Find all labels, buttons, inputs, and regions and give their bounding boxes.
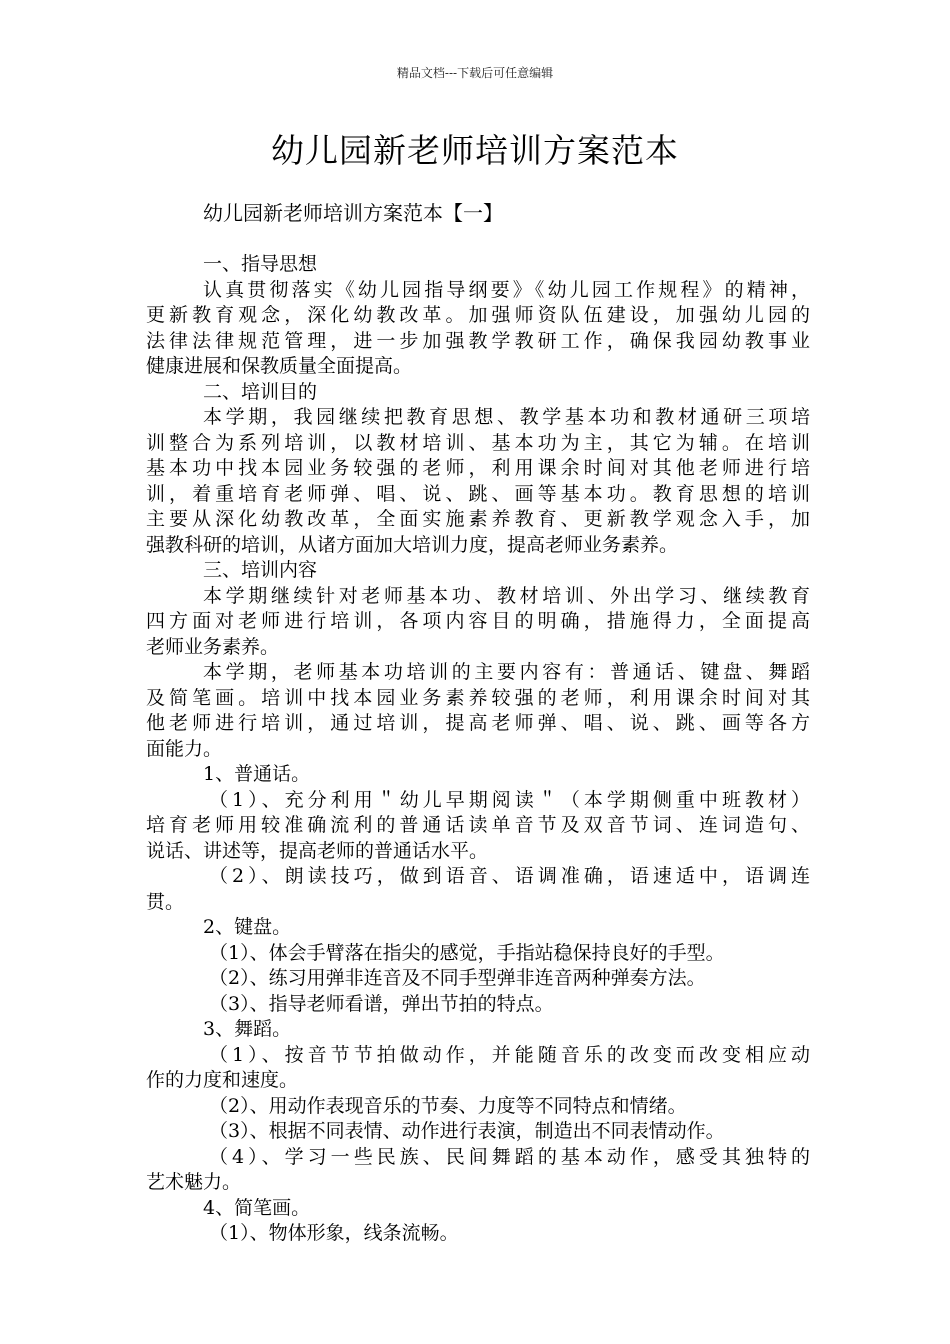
paragraph-line: 他老师进行培训，通过培训，提高老师弹、唱、说、跳、画等各方 [146,712,810,734]
list-item-line: （2）、练习用弹非连音及不同手型弹非连音两种弹奏方法。 [209,967,706,989]
heading-training-purpose: 二、培训目的 [203,380,318,403]
paragraph-line: 主要从深化幼教改革，全面实施素养教育、更新教学观念入手，加 [146,508,810,530]
list-item-line: （2）、用动作表现音乐的节奏、力度等不同特点和情绪。 [209,1094,687,1117]
item-heading-mandarin: 1、普通话。 [203,763,311,785]
list-item-line: （1）、体会手臂落在指尖的感觉，手指站稳保持良好的手型。 [209,941,725,964]
list-item-line: 作的力度和速度。 [146,1069,299,1091]
body-text [146,252,810,1247]
list-item-line: 培育老师用较准确流利的普通话读单音节及双音节词、连词造句、 [146,814,810,836]
heading-training-content: 三、培训内容 [203,559,318,581]
heading-guiding-ideology: 一、指导思想 [203,253,318,275]
list-item-line: （3）、根据不同表情、动作进行表演，制造出不同表情动作。 [209,1120,725,1142]
paragraph-line: 强教科研的培训，从诸方面加大培训力度，提高老师业务素养。 [146,533,679,556]
paragraph-line: 老师业务素养。 [146,635,280,658]
paragraph-line: 四方面对老师进行培训，各项内容目的明确，措施得力，全面提高 [146,610,810,632]
paragraph-line: 本学期，我园继续把教育思想、教学基本功和教材通研三项培 [203,406,810,428]
list-item-line: 说话、讲述等，提高老师的普通话水平。 [146,839,489,862]
paragraph-line: 认真贯彻落实《幼儿园指导纲要》《幼儿园工作规程》的精神， [203,278,810,301]
list-item-line: （1）、充分利用＂幼儿早期阅读＂（本学期侧重中班教材） [209,788,810,811]
item-heading-keyboard: 2、键盘。 [203,916,292,938]
item-heading-dance: 3、舞蹈。 [203,1018,292,1040]
list-item-line: （2）、朗读技巧，做到语音、语调准确，语速适中，语调连 [209,865,810,887]
page-title: 幼儿园新老师培训方案范本 [271,131,679,170]
paragraph-line: 法律法律规范管理，进一步加强教学教研工作，确保我园幼教事业 [146,329,810,352]
list-item-line: （3）、指导老师看谱，弹出节拍的特点。 [209,992,554,1015]
list-item-line: 贯。 [146,890,185,913]
list-item-line: （1）、物体形象，线条流畅。 [209,1222,459,1244]
list-item-line: 艺术魅力。 [146,1171,242,1193]
header-note: 精品文档---下载后可任意编辑 [396,66,554,80]
paragraph-line: 训整合为系列培训，以教材培训、基本功为主，其它为辅。在培训 [146,431,810,454]
section-subtitle: 幼儿园新老师培训方案范本【一】 [203,201,503,225]
item-heading-sketch: 4、简笔画。 [203,1196,311,1219]
list-item-line: （4）、学习一些民族、民间舞蹈的基本动作，感受其独特的 [209,1145,810,1168]
paragraph-line: 本学期继续针对老师基本功、教材培训、外出学习、继续教育 [203,584,810,607]
paragraph-line: 面能力。 [146,737,223,760]
paragraph-line: 健康进展和保教质量全面提高。 [146,355,413,377]
paragraph-line: 基本功中找本园业务较强的老师，利用课余时间对其他老师进行培 [146,457,810,479]
paragraph-line: 及简笔画。培训中找本园业务素养较强的老师，利用课余时间对其 [146,686,810,709]
list-item-line: （1）、按音节节拍做动作，并能随音乐的改变而改变相应动 [209,1043,810,1066]
paragraph-line: 更新教育观念，深化幼教改革。加强师资队伍建设，加强幼儿园的 [146,304,810,326]
paragraph-line: 训，着重培育老师弹、唱、说、跳、画等基本功。教育思想的培训 [146,482,810,505]
paragraph-line: 本学期，老师基本功培训的主要内容有：普通话、键盘、舞蹈 [203,661,810,683]
